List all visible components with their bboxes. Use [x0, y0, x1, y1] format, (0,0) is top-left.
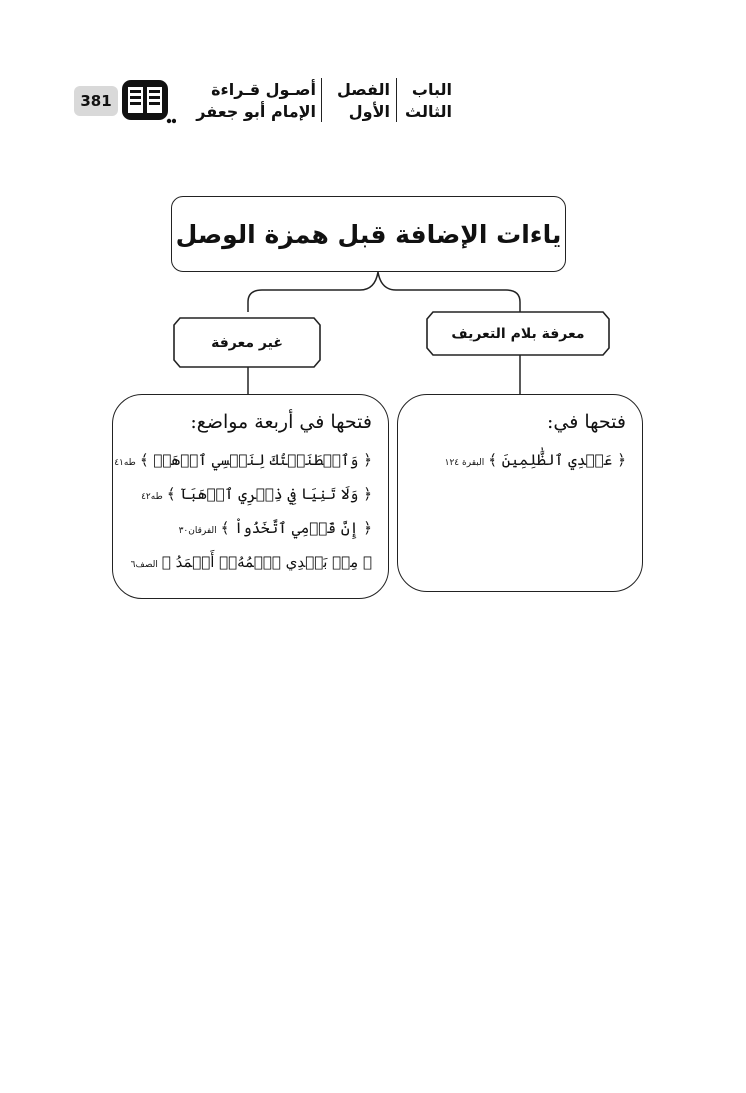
branch-label-indefinite: غير معرفة: [211, 334, 283, 351]
verse-item: [125, 547, 372, 581]
verse-item: [125, 513, 372, 547]
verse-reference: البقرة ١٢٤: [444, 458, 485, 468]
verse-text: ﴿ عَهۡدِي ٱلظَّٰلِمِينَ ﴾: [488, 451, 626, 469]
book-title-line2: الإمام أبو جعفر: [196, 102, 316, 121]
chapter-label-line1: الفصل: [336, 80, 390, 99]
verse-reference: الفرقان٣٠: [178, 526, 217, 536]
verse-reference: طه٤١: [114, 458, 136, 468]
verse-reference: الصف٦: [130, 560, 158, 570]
book-title-line1: أصـول قـراءة: [211, 80, 316, 99]
chapter-label-line2: الأول: [348, 102, 390, 121]
section-label-line2: الثالث: [405, 102, 452, 121]
verse-text: ﴿ مِنۢ بَعۡدِي ٱسۡمُهُۥٓ أَحۡمَدُ ﴾: [161, 553, 372, 571]
verse-text: ﴿ وَٱصۡطَنَعۡتُكَ لِنَفۡسِي ٱذۡهَبۡ ﴾: [139, 451, 372, 469]
root-node: ياءات الإضافة قبل همزة الوصل: [171, 196, 566, 272]
detail-box-definite: [397, 394, 643, 592]
verse-text: ﴿ إِنَّ قَوۡمِي ٱتَّخَذُواْ ﴾: [220, 519, 372, 537]
verse-reference: طه٤٢: [141, 492, 163, 502]
branch-label-definite: معرفة بلام التعريف: [451, 325, 585, 342]
detail-box-indefinite: [112, 394, 389, 599]
verse-text: ﴿ وَلَا تَنِيَا فِي ذِكۡرِي ٱذۡهَبَآ ﴾: [166, 485, 372, 503]
detail-intro: فتحها في أربعة مواضع:: [190, 411, 372, 433]
verse-item: [410, 445, 626, 479]
page-number: 381: [74, 86, 118, 116]
verse-item: [125, 479, 372, 513]
verse-item: [114, 445, 372, 479]
detail-intro: فتحها في:: [547, 411, 626, 433]
section-label-line1: الباب: [411, 80, 452, 99]
